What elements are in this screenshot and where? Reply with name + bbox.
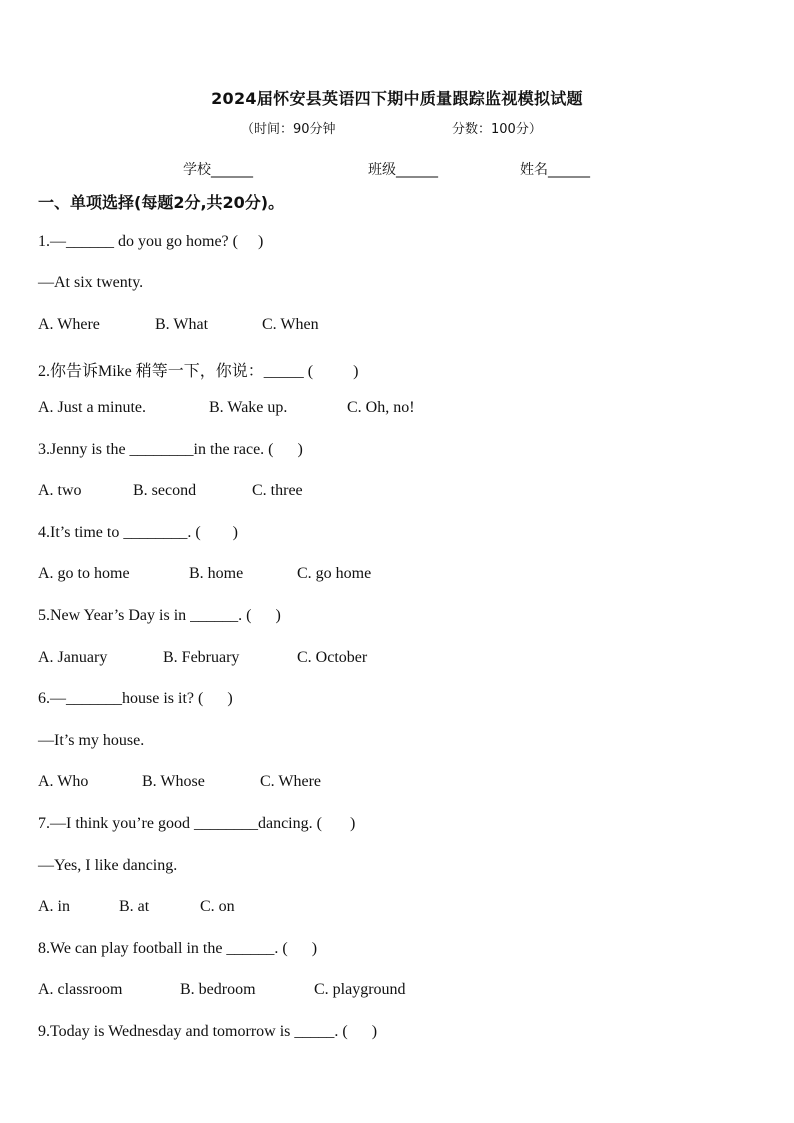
question-1-answer: —At six twenty. [38,274,144,291]
question-6-option-c: C. Where [260,773,322,790]
question-8-option-b: B. bedroom [180,981,256,998]
question-4-option-b: B. home [189,565,244,582]
question-2-option-c: C. Oh, no! [347,399,415,416]
question-6-option-b: B. Whose [142,773,205,790]
question-2-stem: 2.你告诉Mike 稍等一下，你说：_____ ( ) [38,363,359,380]
question-2-option-b: B. Wake up. [209,399,288,416]
question-1-option-a: A. Where [38,316,100,333]
question-4-stem: 4.It’s time to ________. ( ) [38,524,238,541]
question-3-stem: 3.Jenny is the ________in the race. ( ) [38,441,303,458]
question-2-option-a: A. Just a minute. [38,399,146,416]
question-5-option-c: C. October [297,649,368,666]
question-5-stem: 5.New Year’s Day is in ______. ( ) [38,607,281,624]
question-7-option-a: A. in [38,898,70,915]
question-9-stem: 9.Today is Wednesday and tomorrow is _____. ( ) [38,1023,378,1040]
question-1-option-b: B. What [155,316,209,333]
question-4-option-c: C. go home [297,565,372,582]
question-8-stem: 8.We can play football in the ______. ( ) [38,940,318,957]
section-heading: 一、单项选择(每题2分,共20分)。 [38,193,285,212]
name-field: 姓名______ [520,162,590,178]
class-field: 班级______ [368,162,438,178]
question-7-option-c: C. on [200,898,235,915]
question-4-option-a: A. go to home [38,565,130,582]
question-5-option-a: A. January [38,649,108,666]
page-title: 2024届怀安县英语四下期中质量跟踪监视模拟试题 [211,89,583,108]
question-1-stem: 1.—______ do you go home? ( ) [38,233,264,250]
exam-time: （时间：90分钟 [241,122,336,137]
exam-score: 分数：100分） [452,122,542,137]
question-3-option-a: A. two [38,482,82,499]
school-field: 学校______ [183,162,253,178]
question-5-option-b: B. February [163,649,240,666]
question-3-option-c: C. three [252,482,303,499]
question-1-option-c: C. When [262,316,319,333]
question-7-option-b: B. at [119,898,150,915]
question-7-answer: —Yes, I like dancing. [38,857,178,874]
question-6-answer: —It’s my house. [38,732,145,749]
question-8-option-a: A. classroom [38,981,123,998]
question-7-stem: 7.—I think you’re good ________dancing. ( ) [38,815,356,832]
question-6-stem: 6.—_______house is it? ( ) [38,690,233,707]
question-8-option-c: C. playground [314,981,406,998]
question-3-option-b: B. second [133,482,197,499]
question-6-option-a: A. Who [38,773,89,790]
